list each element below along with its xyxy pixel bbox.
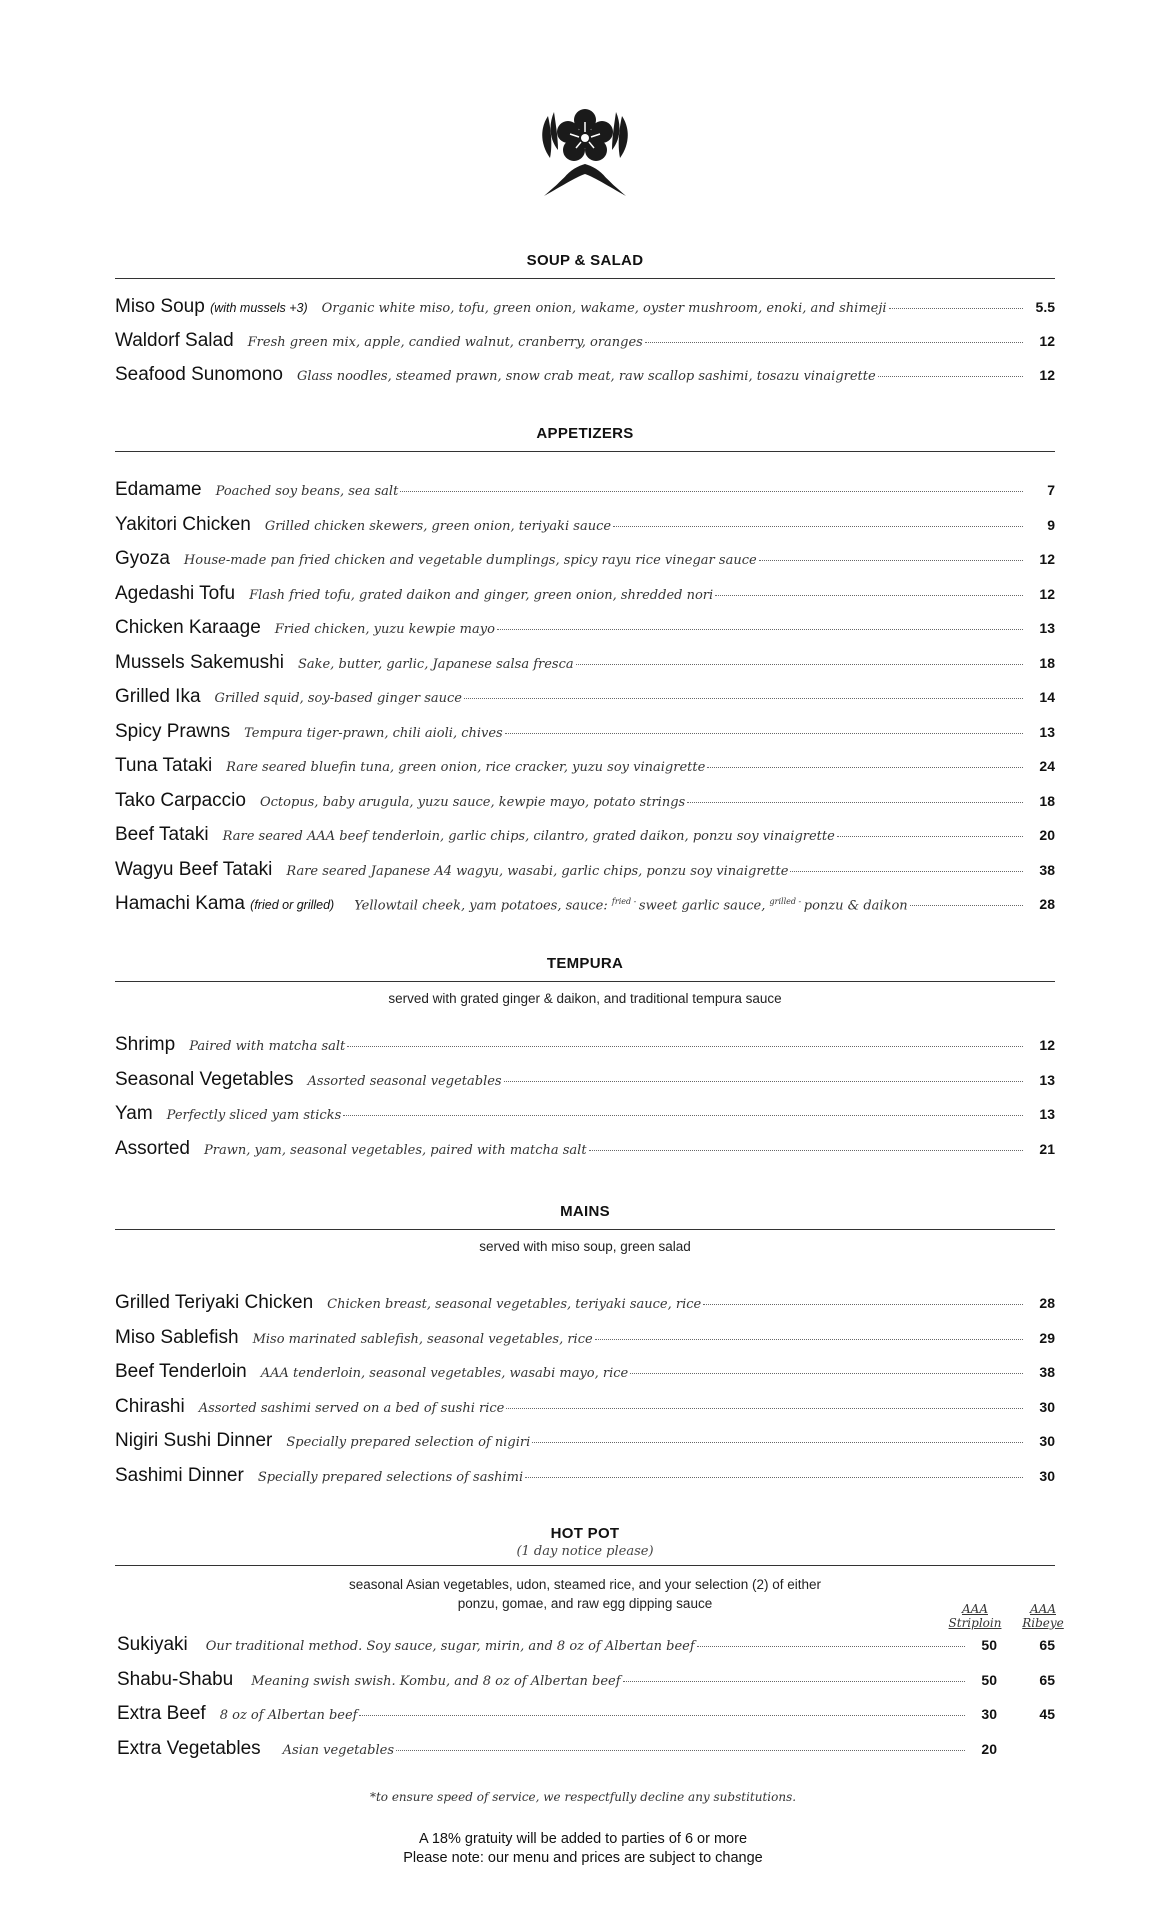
- leader-dots: [347, 1046, 1023, 1047]
- item-name: Edamame: [115, 479, 202, 500]
- leader-dots: [505, 733, 1023, 734]
- section-title: MAINS: [560, 1203, 610, 1220]
- item-price-ribeye: 45: [1039, 1706, 1055, 1722]
- item-name: Shrimp: [115, 1034, 176, 1055]
- item-description: Paired with matcha salt: [189, 1039, 346, 1054]
- item-price: 13: [1039, 1106, 1055, 1122]
- menu-item: [115, 1069, 1055, 1099]
- item-name: Yam: [115, 1103, 153, 1124]
- menu-item: [115, 583, 1055, 613]
- item-price-striploin: 50: [981, 1637, 997, 1653]
- item-description: AAA tenderloin, seasonal vegetables, wasabi mayo, rice: [260, 1366, 629, 1381]
- menu-item: [115, 514, 1055, 544]
- menu-item: [115, 755, 1055, 785]
- item-price: 12: [1039, 551, 1055, 567]
- menu-item: [117, 1634, 1055, 1664]
- menu-item: [115, 296, 1055, 326]
- item-name: Beef Tenderloin: [115, 1361, 247, 1382]
- item-description: Rare seared Japanese A4 wagyu, wasabi, garlic chips, ponzu soy vinaigrette: [286, 863, 789, 879]
- leader-dots: [707, 767, 1023, 768]
- leader-dots: [878, 376, 1023, 377]
- item-name: Tako Carpaccio: [115, 789, 246, 811]
- menu-item: [115, 1361, 1055, 1391]
- menu-item: [115, 617, 1055, 647]
- item-name: Gyoza: [115, 548, 170, 569]
- leader-dots: [343, 1115, 1023, 1116]
- tempura-section: [115, 955, 1055, 1008]
- item-price: 20: [1039, 827, 1055, 843]
- section-title: HOT POT: [550, 1525, 620, 1542]
- item-name: Extra Vegetables: [117, 1737, 261, 1759]
- item-price: 13: [1039, 620, 1055, 636]
- item-name: Seasonal Vegetables: [115, 1068, 294, 1090]
- item-note: (with mussels +3): [210, 301, 308, 315]
- section-subtitle: served with grated ginger & daikon, and traditional tempura sauce: [388, 991, 782, 1006]
- item-name: Grilled Teriyaki Chicken: [115, 1292, 314, 1313]
- item-name: Tuna Tataki: [115, 755, 213, 776]
- mains-section: [115, 1203, 1055, 1256]
- leader-dots: [576, 664, 1023, 665]
- leader-dots: [400, 491, 1023, 492]
- leader-dots: [613, 526, 1023, 527]
- item-price: 18: [1039, 654, 1055, 671]
- item-description: Octopus, baby arugula, yuzu sauce, kewpie mayo, potato strings: [259, 794, 686, 810]
- item-price: 12: [1039, 585, 1055, 602]
- leader-dots: [623, 1681, 965, 1682]
- item-price: 29: [1039, 1329, 1055, 1346]
- item-price: 12: [1039, 367, 1055, 383]
- leader-dots: [630, 1373, 1023, 1374]
- item-price: 7: [1047, 482, 1055, 498]
- menu-item: [115, 1034, 1055, 1064]
- item-name: Chicken Karaage: [115, 617, 261, 638]
- section-subtitle: (1 day notice please): [516, 1544, 654, 1559]
- item-name: Sashimi Dinner: [115, 1464, 244, 1486]
- item-price-striploin: 50: [981, 1671, 997, 1688]
- item-description: Assorted seasonal vegetables: [307, 1073, 502, 1089]
- item-price: 13: [1039, 723, 1055, 740]
- item-price: 38: [1039, 1364, 1055, 1380]
- item-price: 12: [1039, 1037, 1055, 1053]
- item-price: 18: [1039, 792, 1055, 809]
- item-name: Chirashi: [115, 1395, 185, 1417]
- soup-salad-section: [115, 252, 1055, 279]
- item-price: 12: [1039, 333, 1055, 349]
- item-name: Grilled Ika: [115, 686, 201, 707]
- hotpot-section: [115, 1525, 1055, 1613]
- leader-dots: [910, 905, 1023, 906]
- leader-dots: [715, 595, 1023, 596]
- menu-item: [115, 824, 1055, 854]
- price-change-note: Please note: our menu and prices are subject to change: [403, 1850, 763, 1866]
- section-note: seasonal Asian vegetables, udon, steamed rice, and your selection (2) of either ponzu, gomae, and raw egg dipping sauce: [348, 1577, 822, 1611]
- ribeye-column-header: AAA Ribeye: [1022, 1602, 1064, 1630]
- flower-crest-icon: [534, 108, 636, 200]
- appetizer-items: [115, 479, 1055, 919]
- item-name: Nigiri Sushi Dinner: [115, 1430, 273, 1451]
- item-price-striploin: 30: [981, 1706, 997, 1722]
- item-name: Sukiyaki: [117, 1634, 188, 1655]
- item-description: Rare seared AAA beef tenderloin, garlic chips, cilantro, grated daikon, ponzu soy vinaigrette: [222, 829, 835, 844]
- menu-item: [117, 1703, 1055, 1733]
- item-price: 30: [1039, 1433, 1055, 1449]
- item-name: Beef Tataki: [115, 824, 209, 845]
- item-name: Wagyu Beef Tataki: [115, 858, 273, 880]
- item-note: (fried or grilled): [250, 898, 335, 912]
- section-divider: [115, 1565, 1055, 1566]
- item-name: Spicy Prawns: [115, 720, 231, 742]
- leader-dots: [497, 629, 1023, 630]
- menu-item: [117, 1669, 1055, 1699]
- menu-item: [115, 479, 1055, 509]
- item-description: Assorted sashimi served on a bed of sushi rice: [198, 1400, 505, 1416]
- item-price: 24: [1039, 758, 1055, 774]
- item-name: Miso Soup: [115, 296, 205, 317]
- item-name: Seafood Sunomono: [115, 364, 283, 385]
- item-description: Rare seared bluefin tuna, green onion, rice cracker, yuzu soy vinaigrette: [226, 760, 706, 775]
- leader-dots: [595, 1339, 1023, 1340]
- menu-item: [115, 686, 1055, 716]
- item-price-ribeye: 65: [1039, 1671, 1055, 1688]
- page-footer: [0, 1830, 1166, 1868]
- menu-item: [115, 1103, 1055, 1133]
- menu-item: [115, 1327, 1055, 1357]
- item-name: Assorted: [115, 1137, 190, 1159]
- leader-dots: [589, 1150, 1023, 1151]
- item-description: Fresh green mix, apple, candied walnut, cranberry, oranges: [247, 335, 643, 350]
- item-description: House-made pan fried chicken and vegetable dumplings, spicy rayu rice vinegar sauce: [183, 553, 757, 568]
- item-name: Yakitori Chicken: [115, 513, 251, 535]
- item-description: Poached soy beans, sea salt: [215, 484, 399, 499]
- appetizers-section: [115, 425, 1055, 452]
- item-description: Yellowtail cheek, yam potatoes, sauce: $^{fried -}$ sweet garlic sauce, $^{grilled -}$ ponzu & daikon: [354, 896, 908, 913]
- menu-item: [115, 364, 1055, 394]
- menu-item: [115, 1430, 1055, 1460]
- leader-dots: [703, 1304, 1023, 1305]
- item-description: 8 oz of Albertan beef: [219, 1708, 358, 1723]
- item-description: Specially prepared selection of nigiri: [286, 1435, 531, 1450]
- menu-item: [115, 721, 1055, 751]
- item-name: Miso Sablefish: [115, 1326, 239, 1348]
- section-divider: [115, 981, 1055, 982]
- soup-salad-items: [115, 296, 1055, 388]
- item-price-striploin: 20: [981, 1740, 997, 1757]
- menu-item: [115, 790, 1055, 820]
- item-price: 28: [1039, 1295, 1055, 1311]
- menu-item: [115, 1138, 1055, 1168]
- menu-item: [115, 893, 1055, 923]
- item-description: Glass noodles, steamed prawn, snow crab meat, raw scallop sashimi, tosazu vinaigrette: [296, 369, 876, 384]
- item-price: 21: [1039, 1140, 1055, 1157]
- menu-item: [115, 330, 1055, 360]
- substitution-footnote: *to ensure speed of service, we respectfully decline any substitutions.: [369, 1790, 797, 1804]
- item-price: 30: [1039, 1398, 1055, 1415]
- leader-dots: [525, 1477, 1023, 1478]
- item-description: Meaning swish swish. Kombu, and 8 oz of Albertan beef: [251, 1673, 621, 1689]
- leader-dots: [396, 1750, 965, 1751]
- item-description: Grilled chicken skewers, green onion, teriyaki sauce: [264, 518, 612, 534]
- item-price: 28: [1039, 896, 1055, 912]
- item-name: Waldorf Salad: [115, 330, 234, 351]
- item-name: Shabu-Shabu: [117, 1668, 234, 1690]
- item-description: Grilled squid, soy-based ginger sauce: [214, 691, 462, 706]
- item-price: 9: [1047, 516, 1055, 533]
- menu-item: [115, 652, 1055, 682]
- leader-dots: [697, 1646, 965, 1647]
- menu-item: [115, 1292, 1055, 1322]
- leader-dots: [359, 1715, 965, 1716]
- section-divider: [115, 451, 1055, 452]
- menu-item: [117, 1738, 1055, 1768]
- striploin-column-header: AAA Striploin: [948, 1602, 1002, 1630]
- item-description: Tempura tiger-prawn, chili aioli, chives: [244, 725, 503, 741]
- leader-dots: [837, 836, 1023, 837]
- section-subtitle: served with miso soup, green salad: [479, 1239, 691, 1254]
- mains-items: [115, 1292, 1055, 1492]
- menu-item: [115, 859, 1055, 889]
- tempura-items: [115, 1034, 1055, 1164]
- item-price: 30: [1039, 1467, 1055, 1484]
- item-price-ribeye: 65: [1039, 1637, 1055, 1653]
- leader-dots: [464, 698, 1023, 699]
- item-description: Perfectly sliced yam sticks: [166, 1108, 342, 1123]
- section-divider: [115, 278, 1055, 279]
- leader-dots: [645, 342, 1023, 343]
- item-price: 5.5: [1035, 299, 1055, 315]
- menu-item: [115, 1465, 1055, 1495]
- leader-dots: [532, 1442, 1023, 1443]
- item-price: 13: [1039, 1071, 1055, 1088]
- item-name: Extra Beef: [117, 1703, 206, 1724]
- item-description: Sake, butter, garlic, Japanese salsa fresca: [297, 656, 574, 672]
- item-name: Hamachi Kama: [115, 893, 245, 914]
- item-description: Miso marinated sablefish, seasonal vegetables, rice: [252, 1331, 593, 1347]
- section-title: APPETIZERS: [536, 425, 634, 442]
- item-description: Asian vegetables: [282, 1742, 395, 1758]
- leader-dots: [889, 308, 1023, 309]
- hotpot-items: [117, 1634, 1055, 1764]
- item-price: 14: [1039, 689, 1055, 705]
- leader-dots: [506, 1408, 1023, 1409]
- menu-item: [115, 548, 1055, 578]
- item-description: Specially prepared selections of sashimi: [257, 1469, 524, 1485]
- item-description: Organic white miso, tofu, green onion, wakame, oyster mushroom, enoki, and shimeji: [321, 301, 887, 316]
- leader-dots: [759, 560, 1023, 561]
- leader-dots: [504, 1081, 1023, 1082]
- section-title: TEMPURA: [546, 955, 624, 972]
- item-price: 38: [1039, 861, 1055, 878]
- section-title: SOUP & SALAD: [526, 252, 644, 269]
- item-name: Mussels Sakemushi: [115, 651, 284, 673]
- item-description: Chicken breast, seasonal vegetables, teriyaki sauce, rice: [327, 1297, 702, 1312]
- section-divider: [115, 1229, 1055, 1230]
- item-description: Prawn, yam, seasonal vegetables, paired with matcha salt: [203, 1142, 587, 1158]
- leader-dots: [790, 871, 1023, 872]
- item-description: Fried chicken, yuzu kewpie mayo: [274, 622, 495, 637]
- item-description: Flash fried tofu, grated daikon and ginger, green onion, shredded nori: [249, 587, 714, 603]
- item-description: Our traditional method. Soy sauce, sugar, mirin, and 8 oz of Albertan beef: [205, 1639, 695, 1654]
- gratuity-note: A 18% gratuity will be added to parties of 6 or more: [418, 1831, 748, 1847]
- item-name: Agedashi Tofu: [115, 582, 236, 604]
- menu-item: [115, 1396, 1055, 1426]
- leader-dots: [687, 802, 1023, 803]
